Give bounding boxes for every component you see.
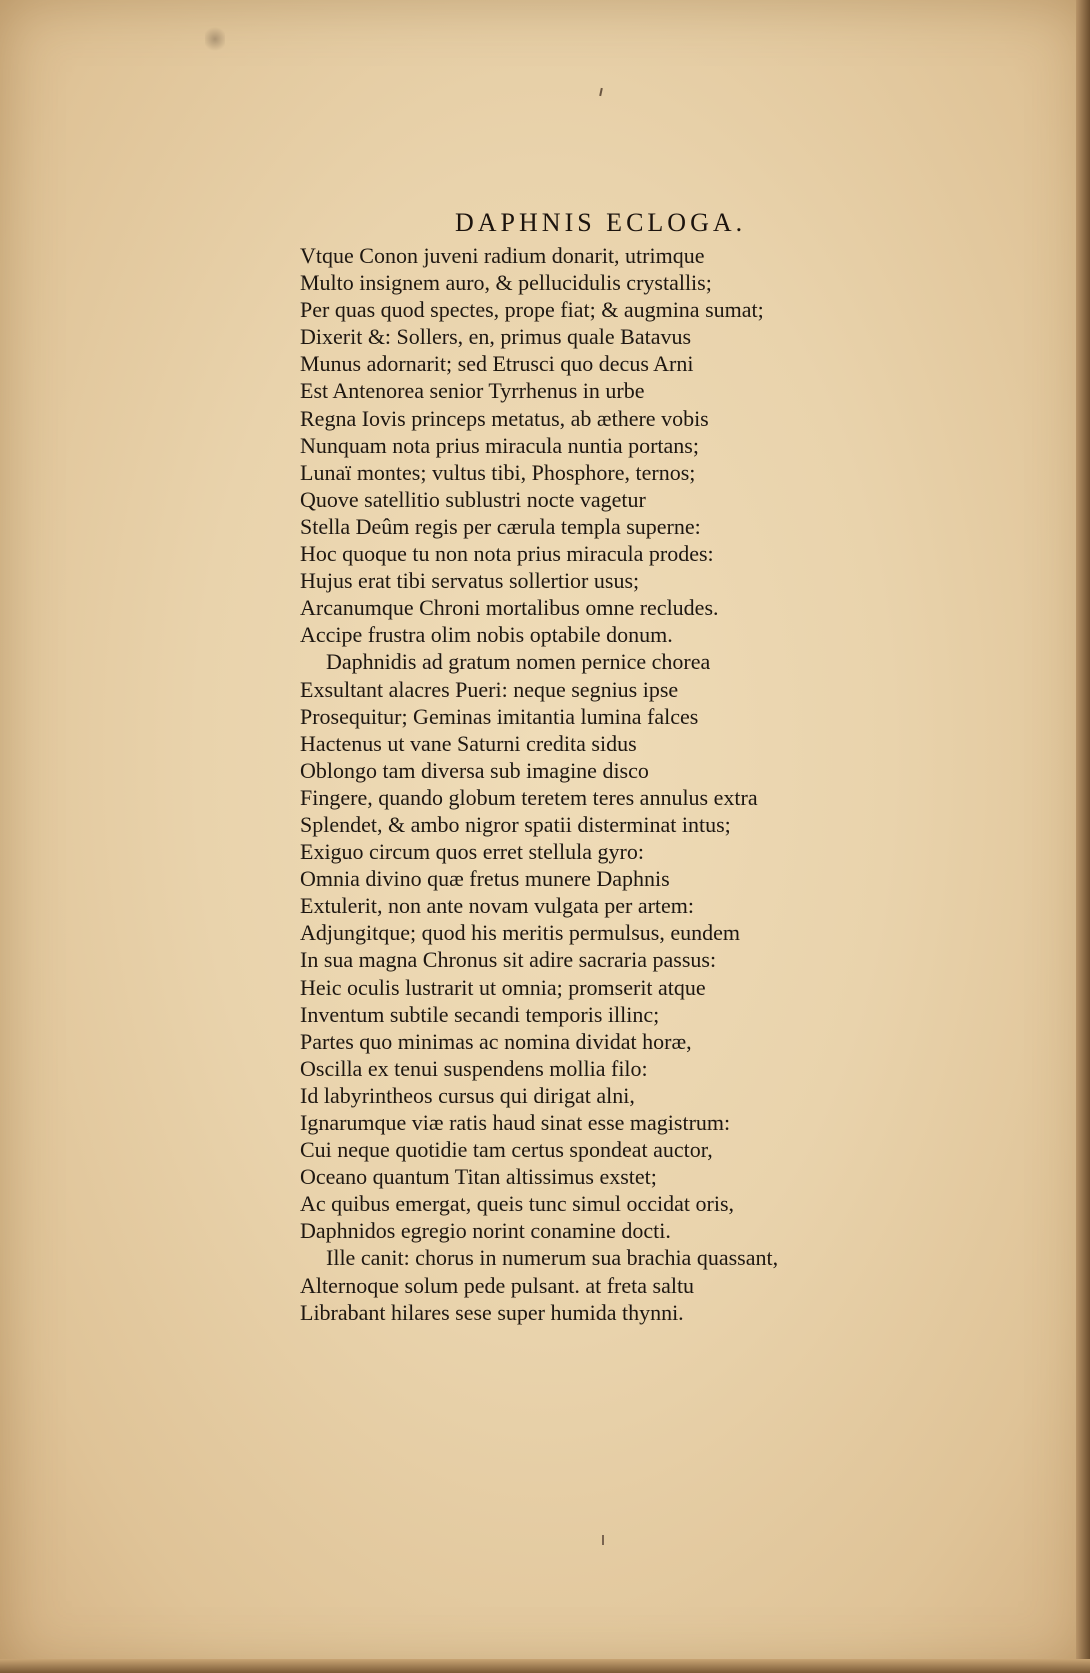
verse-line: Quove satellitio sublustri nocte vagetur [300,486,646,512]
verse-line: Hujus erat tibi servatus sollertior usus; [300,568,640,594]
verse-line: Vtque Conon juveni radium donarit, utrimque [300,243,705,268]
verse-line: Cui neque quotidie tam certus spondeat auctor, [300,1137,713,1163]
verse-line: Exsultant alacres Pueri: neque segnius ipse [300,676,679,702]
page-heading: DAPHNIS ECLOGA. [455,208,747,237]
verse-line: Ignarumque viæ ratis haud sinat esse magistrum: [300,1110,731,1135]
verse-line: Daphnidos egregio norint conamine docti. [300,1218,671,1244]
verse-line: Librabant hilares sese super humida thynni. [300,1299,684,1325]
ink-smudge [205,25,225,53]
verse-line: Arcanumque Chroni mortalibus omne recludes. [300,595,719,621]
page-edge-right [1076,0,1090,1673]
verse-line: Per quas quod spectes, prope fiat; & augmina sumat; [300,297,764,323]
verse-line: Multo insignem auro, & pellucidulis crystallis; [300,270,712,296]
verse-line: Hoc quoque tu non nota prius miracula prodes: [300,541,714,567]
verse-line: Omnia divino quæ fretus munere Daphnis [300,866,670,892]
verse-line: Nunquam nota prius miracula nuntia portans; [300,432,699,458]
verse-line: Stella Deûm regis per cærula templa superne: [300,513,701,539]
verse-line: Alternoque solum pede pulsant. at freta saltu [300,1272,695,1298]
verse-line: In sua magna Chronus sit adire sacraria passus: [300,947,717,973]
verse-line: Heic oculis lustrarit ut omnia; promserit atque [300,974,706,1000]
verse-line: Fingere, quando globum teretem teres annulus extra [300,784,758,810]
verse-line: Accipe frustra olim nobis optabile donum. [300,622,673,648]
verse-line: Adjungitque; quod his meritis permulsus, eundem [300,920,740,946]
verse-line: Exiguo circum quos erret stellula gyro: [300,839,644,865]
verse-line: Dixerit &: Sollers, en, primus quale Batavus [300,324,692,350]
verse-line: Splendet, & ambo nigror spatii disterminat intus; [300,811,731,837]
verse-line: Lunaï montes; vultus tibi, Phosphore, ternos; [300,459,696,485]
ink-mark-bottom [602,1535,604,1545]
ink-mark-top [599,88,603,96]
verse-line: Est Antenorea senior Tyrrhenus in urbe [300,378,645,404]
verse-line-indented: Daphnidis ad gratum nomen pernice chorea [326,649,711,675]
verse-line: Oscilla ex tenui suspendens mollia filo: [300,1055,648,1081]
verse-line: Inventum subtile secandi temporis illinc; [300,1001,660,1027]
verse-line: Munus adornarit; sed Etrusci quo decus Arni [300,351,694,377]
verse-line: Partes quo minimas ac nomina dividat horæ, [300,1028,692,1054]
verse-line: Prosequitur; Geminas imitantia lumina falces [300,703,699,729]
verse-line: Regna Iovis princeps metatus, ab æthere vobis [300,405,709,431]
poem-text [300,242,900,1326]
verse-line: Oblongo tam diversa sub imagine disco [300,757,649,783]
verse-line-indented: Ille canit: chorus in numerum sua brachia quassant, [326,1245,779,1271]
verse-line: Ac quibus emergat, queis tunc simul occidat oris, [300,1191,735,1217]
verse-line: Extulerit, non ante novam vulgata per artem: [300,893,695,919]
verse-line: Oceano quantum Titan altissimus exstet; [300,1164,657,1190]
verse-line: Hactenus ut vane Saturni credita sidus [300,730,637,756]
page-edge-bottom [0,1659,1090,1673]
verse-line: Id labyrintheos cursus qui dirigat alni, [300,1082,635,1108]
